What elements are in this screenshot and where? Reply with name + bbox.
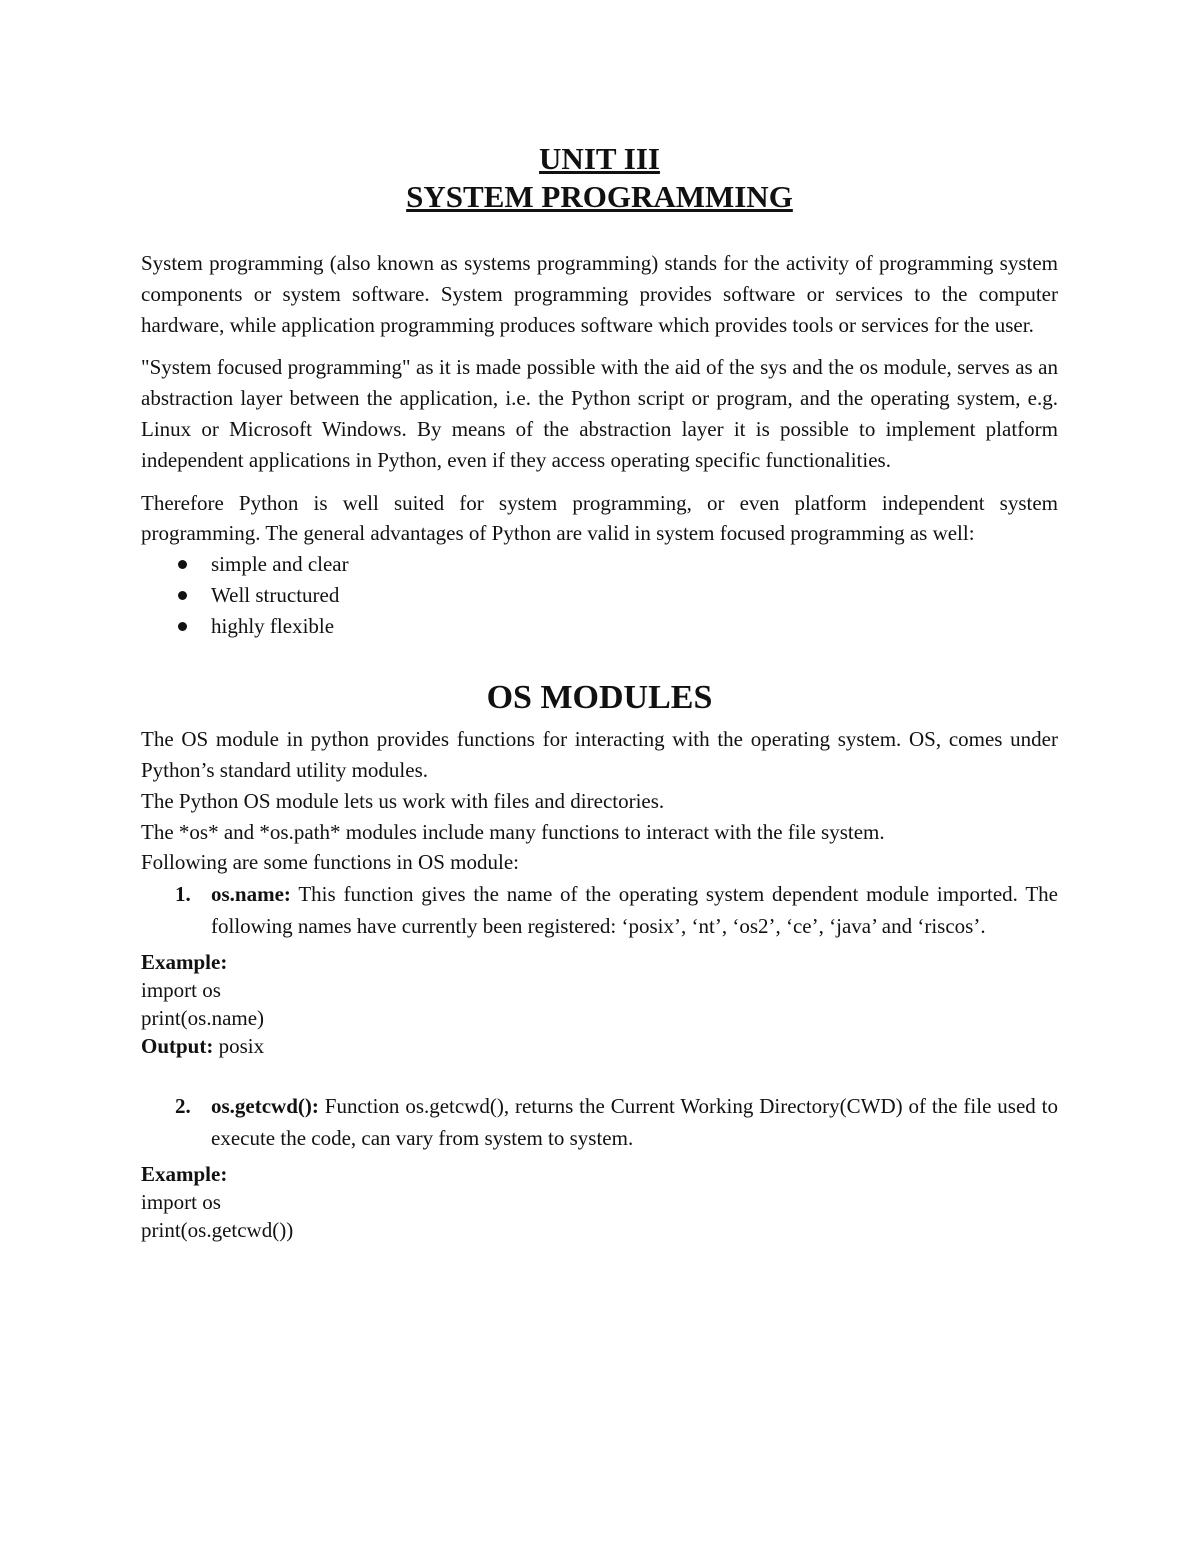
bullet-icon (178, 622, 187, 631)
output-label: Output: (141, 1034, 214, 1059)
code-line: print(os.name) (141, 1006, 265, 1031)
advantages-list (141, 549, 1058, 642)
example-label: Example: (141, 950, 228, 975)
function-description: This function gives the name of the operating system dependent module imported. The following names have currently been registered: ‘posix’, ‘nt’, ‘os2’, ‘ce’, ‘java’ and ‘riscos’. (211, 882, 1058, 939)
intro-paragraph-1: System programming (also known as systems programming) stands for the activity of programming system components or system software. System programming provides software or services to the computer hardware, while application programming produces software which provides tools or services for the user. (141, 251, 1058, 337)
list-item-text: highly flexible (211, 614, 335, 639)
list-item (141, 1090, 1058, 1154)
list-item-text: Well structured (211, 583, 340, 608)
page-title: SYSTEM PROGRAMMING (406, 179, 793, 214)
item-number: 2. (175, 1094, 191, 1119)
section-heading: OS MODULES (486, 679, 713, 717)
functions-list-1 (141, 878, 1058, 942)
os-paragraph-2: The Python OS module lets us work with files and directories. (141, 788, 665, 813)
bullet-icon (178, 560, 187, 569)
os-paragraph-4: Following are some functions in OS module: (141, 850, 519, 875)
list-item (141, 878, 1058, 942)
functions-list-2 (141, 1090, 1058, 1154)
function-name: os.name: (211, 882, 291, 907)
code-line: import os (141, 1190, 221, 1215)
code-line: print(os.getcwd()) (141, 1218, 294, 1243)
spacer (141, 1060, 1058, 1090)
function-name: os.getcwd(): (211, 1094, 319, 1119)
os-paragraph-1: The OS module in python provides functions for interacting with the operating system. OS, comes under Python’s standard utility modules. (141, 727, 1058, 782)
bullet-icon (178, 591, 187, 600)
example-label: Example: (141, 1162, 228, 1187)
output-line (141, 1032, 1058, 1060)
item-number: 1. (175, 882, 191, 907)
intro-paragraph-3: Therefore Python is well suited for system programming, or even platform independent system programming. The general advantages of Python are valid in system focused programming as well: (141, 490, 1058, 546)
list-item-text: simple and clear (211, 552, 349, 577)
intro-paragraph-2: "System focused programming" as it is made possible with the aid of the sys and the os module, serves as an abstraction layer between the application, i.e. the Python script or program, and the operating system, e.g. Linux or Microsoft Windows. By means of the abstraction layer it is possible to implement platform independent applications in Python, even if they access operating specific functionalities. (141, 355, 1058, 472)
document-page (141, 140, 1058, 1244)
list-item (141, 580, 1058, 611)
code-line: import os (141, 978, 221, 1003)
output-value: posix (213, 1034, 265, 1059)
unit-title: UNIT III (539, 141, 660, 176)
os-paragraph-3: The *os* and *os.path* modules include many functions to interact with the file system. (141, 819, 885, 844)
list-item (141, 549, 1058, 580)
list-item (141, 611, 1058, 642)
function-description: Function os.getcwd(), returns the Current Working Directory(CWD) of the file used to execute the code, can vary from system to system. (211, 1094, 1058, 1151)
